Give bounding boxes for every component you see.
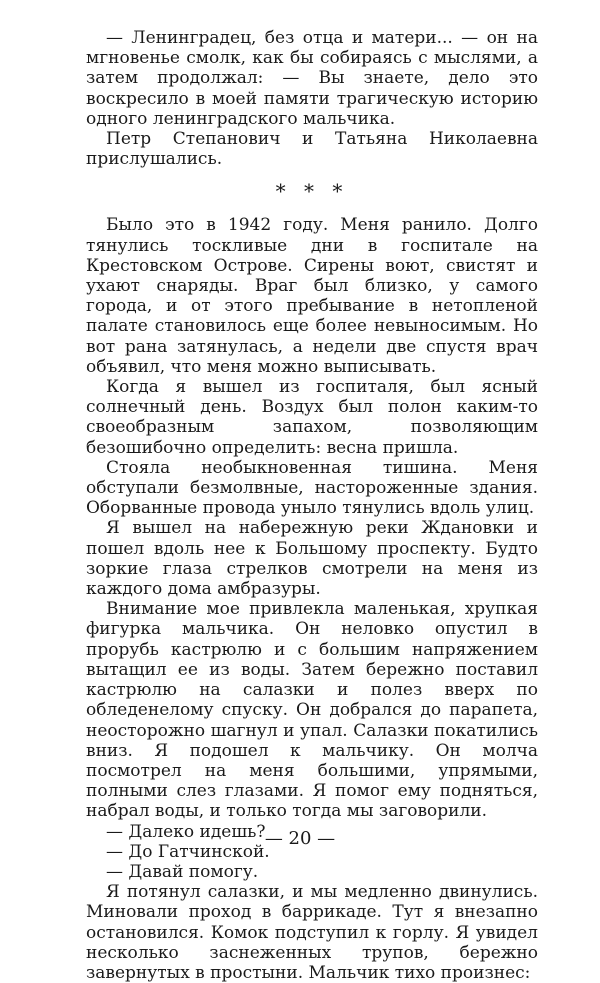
page-number: — 20 — — [264, 828, 336, 849]
dialogue-line: — Далеко идешь? — [106, 821, 266, 842]
paragraph: Стояла необыкновенная тишина. Меня обступали безмолвные, настороженные здания. Оборванные провода уныло тянулись вдоль улиц. — [86, 457, 538, 519]
paragraph: Я потянул салазки, и мы медленно двинулись. Миновали проход в баррикаде. Тут я внезапно остановился. Комок подступил к горлу. Я увидел несколько заснеженных трупов, бережно завернутых в простыни. Мальчик тихо произнес: — [86, 882, 538, 983]
paragraph: Петр Степанович и Татьяна Николаевна прислушались. — [86, 129, 538, 170]
dialogue-line: — До Гатчинской. — [106, 841, 270, 862]
paragraph: Было это в 1942 году. Меня ранило. Долго тянулись тоскливые дни в госпитале на Крестовском Острове. Сирены воют, свистят и ухают снаряды. Враг был близко, у самого города, и от этого пребывание в нетопленой палате становилось еще более невыносимым. Но вот рана затянулась, а недели две спустя врач объявил, что меня можно выписывать. — [86, 215, 538, 377]
section-separator: * * * — [275, 179, 349, 204]
paragraph: Внимание мое привлекла маленькая, хрупкая фигурка мальчика. Он неловко опустил в прорубь кастрюлю и с большим напряжением вытащил ее из воды. Затем бережно поставил кастрюлю на салазки и полез вверх по обледенелому спуску. Он добрался до парапета, неосторожно шагнул и упал. Салазки покатились вниз. Я подошел к мальчику. Он молча посмотрел на меня большими, упрямыми, полными слез глазами. Я помог ему подняться, набрал воды, и только тогда мы заговорили. — [86, 599, 538, 822]
dialogue-line: — Давай помогу. — [106, 861, 259, 882]
paragraph: Я вышел на набережную реки Ждановки и пошел вдоль нее к Большому проспекту. Будто зоркие глаза стрелков смотрели на меня из каждого дома амбразуры. — [86, 518, 538, 600]
paragraph: — Ленинградец, без отца и матери... — он на мгновенье смолк, как бы собираясь с мыслями, а затем продолжал: — Вы знаете, дело это воскресило в моей памяти трагическую историю одного ленинградского мальчика. — [86, 28, 538, 129]
paragraph: Когда я вышел из госпиталя, был ясный солнечный день. Воздух был полон каким-то своеобразным запахом, позволяющим безошибочно определить: весна пришла. — [86, 377, 538, 458]
